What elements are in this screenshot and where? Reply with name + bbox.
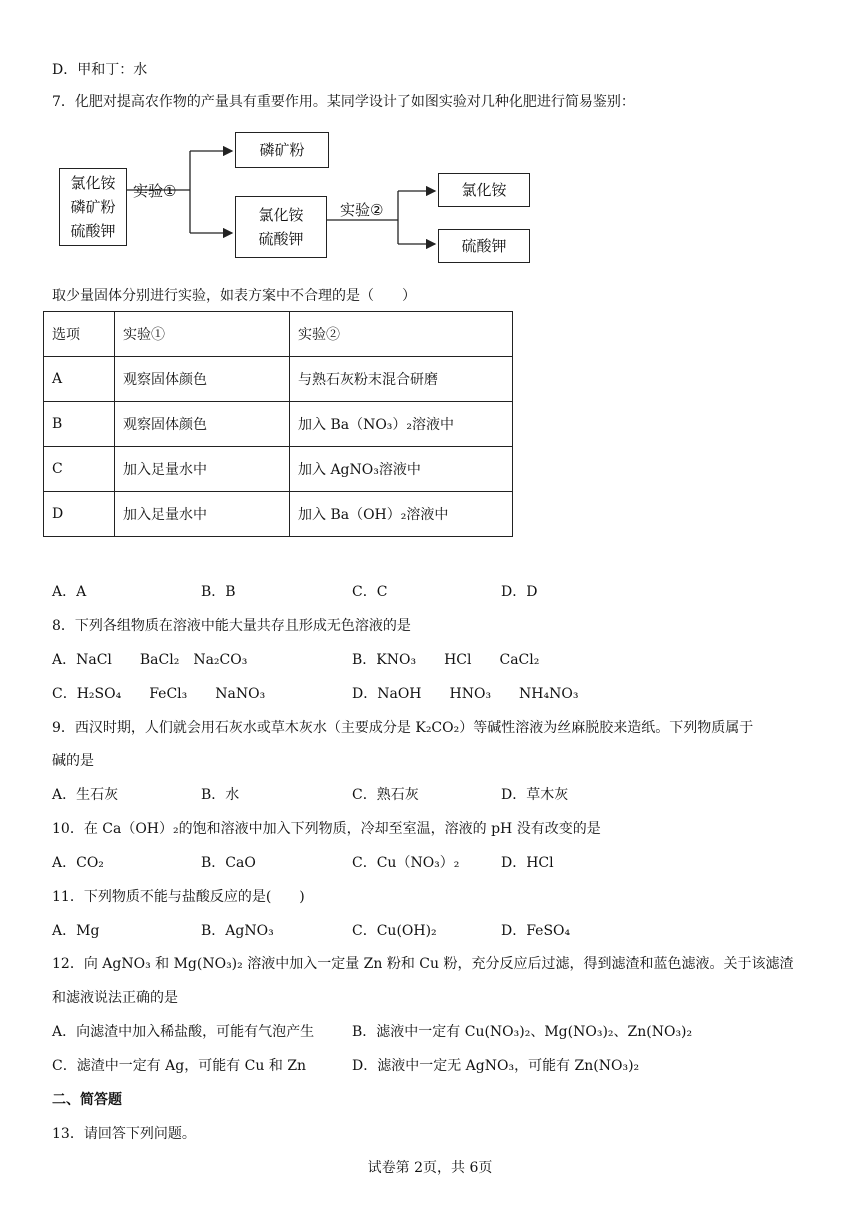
box-mid-item: 氯化铵 [258,206,304,224]
box-start-item: 氯化铵 [70,174,116,192]
box-potassium-sulfate [438,229,530,263]
option-b[interactable]: B．CaO [201,855,256,871]
page-footer: 试卷第 2页，共 6页 [367,1160,493,1176]
box-start-item: 硫酸钾 [70,222,116,240]
q12-stem-line1: 12．向 AgNO₃ 和 Mg(NO₃)₂ 溶液中加入一定量 Zn 粉和 Cu 粉，充分反应后过滤，得到滤渣和蓝色滤液。关于该滤渣 [52,956,794,972]
option-a[interactable]: A．A [52,584,87,600]
table-cell: 加入 AgNO₃溶液中 [290,447,513,492]
q10-stem: 10．在 Ca（OH）₂的饱和溶液中加入下列物质，冷却至室温，溶液的 pH 没有改变的是 [52,821,601,837]
label-exp2: 实验② [340,201,384,219]
option-d[interactable]: D．HCl [501,855,554,871]
table-row [44,447,513,492]
table-cell: 加入足量水中 [115,492,290,537]
table-row [44,357,513,402]
table-cell: 观察固体颜色 [115,402,290,447]
option-c[interactable]: C．C [352,584,388,600]
q8-stem: 8．下列各组物质在溶液中能大量共存且形成无色溶液的是 [52,618,411,634]
option-c[interactable]: C．Cu（NO₃）₂ [352,855,460,871]
section-heading: 二、简答题 [52,1092,122,1108]
option-a[interactable]: A．向滤渣中加入稀盐酸，可能有气泡产生 [52,1024,315,1040]
label-exp1: 实验① [133,182,177,200]
box-out2b-label: 硫酸钾 [461,237,507,255]
table-cell: A [44,357,115,402]
option-c[interactable]: C．H₂SO₄ FeCl₃ NaNO₃ [52,686,266,702]
box-phosphate-rock [235,132,329,168]
box-mid-mixture [235,196,327,258]
q13-stem: 13．请回答下列问题。 [52,1126,196,1142]
option-a[interactable]: A．生石灰 [52,787,119,803]
table-cell: C [44,447,115,492]
q7-table [43,311,513,537]
table-row [44,402,513,447]
option-a[interactable]: A．Mg [52,923,100,939]
q7-stem: 7．化肥对提高农作物的产量具有重要作用。某同学设计了如图实验对几种化肥进行简易鉴别： [52,94,635,110]
option-b[interactable]: B．滤液中一定有 Cu(NO₃)₂、Mg(NO₃)₂、Zn(NO₃)₂ [352,1024,693,1040]
table-cell: 与熟石灰粉末混合研磨 [290,357,513,402]
q11-stem: 11．下列物质不能与盐酸反应的是( ) [52,889,305,905]
option-c[interactable]: C．滤渣中一定有 Ag，可能有 Cu 和 Zn [52,1058,307,1074]
table-cell: 加入 Ba（OH）₂溶液中 [290,492,513,537]
box-mid-item: 硫酸钾 [258,230,304,248]
table-cell: B [44,402,115,447]
option-a[interactable]: A．NaCl BaCl₂ Na₂CO₃ [52,652,248,668]
option-d[interactable]: D．D [501,584,538,600]
table-header-cell: 选项 [44,312,115,357]
q9-stem-line2: 碱的是 [52,753,94,769]
box-out1-label: 磷矿粉 [259,141,305,159]
option-b[interactable]: B．水 [201,787,240,803]
box-ammonium-chloride [438,173,530,207]
option-c[interactable]: C．Cu(OH)₂ [352,923,437,939]
table-header-row [44,312,513,357]
option-b[interactable]: B．AgNO₃ [201,923,274,939]
table-cell: 加入 Ba（NO₃）₂溶液中 [290,402,513,447]
option-a[interactable]: A．CO₂ [52,855,104,871]
option-c[interactable]: C．熟石灰 [352,787,419,803]
table-row [44,492,513,537]
table-header-cell: 实验② [290,312,513,357]
table-cell: D [44,492,115,537]
option-d[interactable]: D．滤液中一定无 AgNO₃，可能有 Zn(NO₃)₂ [352,1058,640,1074]
q7-intro: 取少量固体分别进行实验，如表方案中不合理的是（ ） [52,288,416,304]
table-cell: 观察固体颜色 [115,357,290,402]
option-d[interactable]: D．草木灰 [501,787,569,803]
box-out2a-label: 氯化铵 [461,181,507,199]
q9-stem-line1: 9．西汉时期，人们就会用石灰水或草木灰水（主要成分是 K₂CO₂）等碱性溶液为丝麻脱胶来造纸。下列物质属于 [52,720,754,736]
option-b[interactable]: B．B [201,584,236,600]
table-header-cell: 实验① [115,312,290,357]
box-start-mixture [59,168,127,246]
option-b[interactable]: B．KNO₃ HCl CaCl₂ [352,652,540,668]
option-d[interactable]: D．FeSO₄ [501,923,571,939]
q12-stem-line2: 和滤液说法正确的是 [52,990,178,1006]
option-d[interactable]: D．NaOH HNO₃ NH₄NO₃ [352,686,579,702]
diagram-arrows [0,0,860,290]
q6-option-d: D．甲和丁：水 [52,62,148,78]
table-cell: 加入足量水中 [115,447,290,492]
box-start-item: 磷矿粉 [70,198,116,216]
